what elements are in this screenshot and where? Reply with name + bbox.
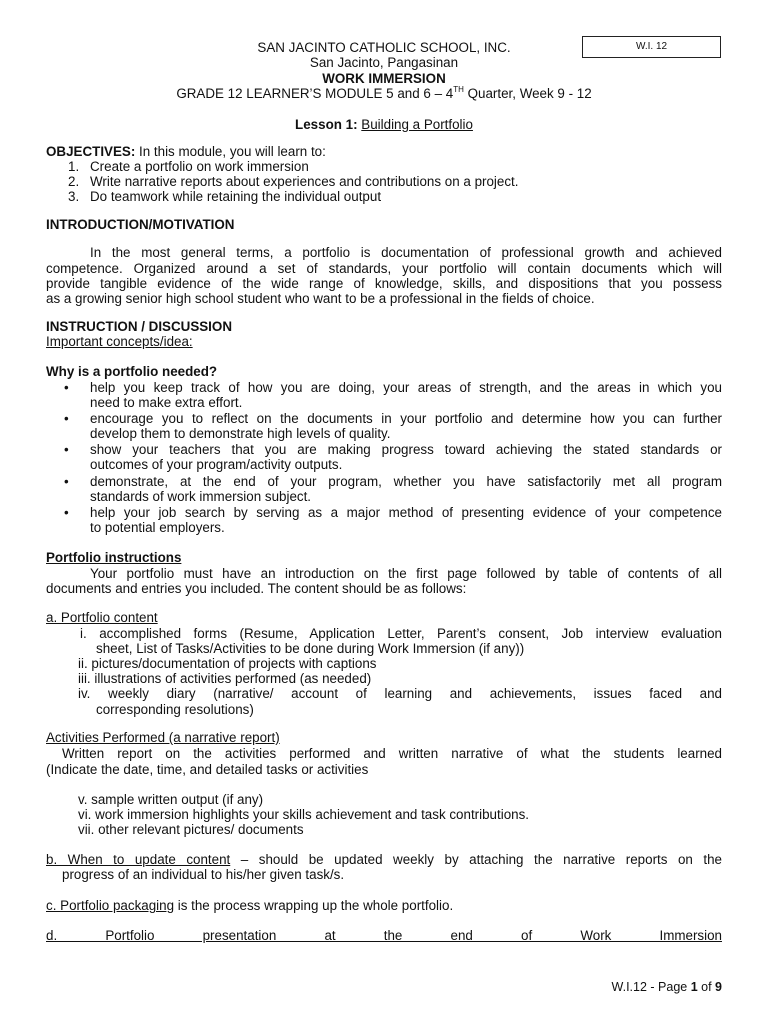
bullet-line: to potential employers. [90, 520, 225, 535]
objectives-intro [46, 144, 326, 160]
bullet-icon: • [64, 442, 69, 457]
lesson-heading [46, 117, 722, 133]
bullet-icon: • [64, 380, 69, 395]
introduction-heading: INTRODUCTION/MOTIVATION [46, 217, 235, 232]
bullet-line: help your job search by serving as a major method of presenting evidence of your competence [90, 505, 722, 520]
bullet-line: show your teachers that you are making progress toward achieving the stated standards or [90, 442, 722, 457]
objective-text: Create a portfolio on work immersion [90, 159, 309, 174]
module-title-rest: Quarter, Week 9 - 12 [463, 86, 592, 101]
activities-item-vi: vi. work immersion highlights your skills achievement and task contributions. [78, 807, 530, 822]
objectives-intro-text: In this module, you will learn to: [135, 144, 326, 159]
instructions-line: Your portfolio must have an introduction on the first page followed by table of contents of all [90, 566, 722, 581]
bullet-line: develop them to demonstrate high levels of quality. [90, 426, 391, 441]
school-name: SAN JACINTO CATHOLIC SCHOOL, INC. [257, 40, 511, 55]
introduction-line: as a growing senior high school student who want to be a professional in the fields of choice. [46, 291, 595, 306]
objective-text: Do teamwork while retaining the individual output [90, 189, 382, 204]
document-page [46, 0, 722, 1024]
instruction-heading: INSTRUCTION / DISCUSSION [46, 319, 232, 334]
objective-number: 2. [68, 174, 80, 189]
introduction-line: provide tangible evidence of the wide range of knowledge, skills, and dispositions that you possess [46, 276, 722, 291]
module-title-main: GRADE 12 LEARNER’S MODULE 5 and 6 – 4 [176, 86, 454, 101]
objectives-label: OBJECTIVES: [46, 144, 136, 159]
page-footer [612, 980, 723, 996]
instructions-line: documents and entries you included. The content should be as follows: [46, 581, 467, 596]
packaging-line [46, 898, 453, 914]
lesson-title: Building a Portfolio [361, 117, 473, 132]
activities-heading: Activities Performed (a narrative report) [46, 730, 280, 745]
presentation-line: d. Portfolio presentation at the end of Work Immersion [46, 928, 722, 943]
school-address: San Jacinto, Pangasinan [309, 55, 459, 70]
packaging-text: is the process wrapping up the whole portfolio. [174, 898, 454, 913]
content-item-i-cont: sheet, List of Tasks/Activities to be done during Work Immersion (if any)) [96, 641, 525, 656]
footer-label: W.I.12 - Page [611, 980, 691, 994]
content-item-ii: ii. pictures/documentation of projects with captions [78, 656, 377, 671]
introduction-line: competence. Organized around a set of standards, your portfolio will contain documents which will [46, 261, 722, 276]
activities-line: (Indicate the date, time, and detailed tasks or activities [46, 762, 369, 777]
update-line-cont: progress of an individual to his/her given task/s. [62, 867, 345, 882]
content-item-iv-cont: corresponding resolutions) [96, 702, 254, 717]
bullet-line: help you keep track of how you are doing, your areas of strength, and the areas in which you [90, 380, 722, 395]
subject-title: WORK IMMERSION [322, 71, 446, 86]
bullet-line: need to make extra effort. [90, 395, 243, 410]
bullet-icon: • [64, 411, 69, 426]
objective-number: 3. [68, 189, 80, 204]
introduction-line: In the most general terms, a portfolio is documentation of professional growth and achieved [90, 245, 722, 260]
objective-text: Write narrative reports about experiences and contributions on a project. [90, 174, 519, 189]
lesson-label: Lesson 1: [295, 117, 358, 132]
module-title-sup: TH [453, 84, 464, 94]
bullet-line: outcomes of your program/activity outputs. [90, 457, 343, 472]
bullet-icon: • [64, 474, 69, 489]
packaging-term: c. Portfolio packaging [46, 898, 175, 913]
footer-of: of [697, 980, 716, 994]
bullet-icon: • [64, 505, 69, 520]
concepts-subheading: Important concepts/idea: [46, 334, 193, 349]
bullet-line: encourage you to reflect on the documents in your portfolio and determine how you can further [90, 411, 722, 426]
update-term: b. When to update content [46, 852, 231, 867]
activities-item-vii: vii. other relevant pictures/ documents [78, 822, 304, 837]
footer-page-total: 9 [715, 980, 722, 994]
content-item-iii: iii. illustrations of activities performed (as needed) [78, 671, 372, 686]
activities-item-v: v. sample written output (if any) [78, 792, 264, 807]
objective-number: 1. [68, 159, 80, 174]
bullet-line: standards of work immersion subject. [90, 489, 312, 504]
portfolio-content-heading: a. Portfolio content [46, 610, 158, 625]
update-text: – should be updated weekly by attaching the narrative reports on the [230, 852, 722, 867]
bullet-line: demonstrate, at the end of your program, whether you have satisfactorily met all program [90, 474, 722, 489]
document-code-box: W.I. 12 [582, 36, 721, 58]
activities-line: Written report on the activities performed and written narrative of what the students learned [62, 746, 722, 761]
portfolio-instructions-heading: Portfolio instructions [46, 550, 182, 565]
content-item-iv: iv. weekly diary (narrative/ account of learning and achievements, issues faced and [78, 686, 722, 701]
why-heading: Why is a portfolio needed? [46, 364, 218, 379]
footer-page-number: 1 [690, 980, 698, 994]
content-item-i: i. accomplished forms (Resume, Application Letter, Parent’s consent, Job interview evaluation [80, 626, 722, 641]
update-line [46, 852, 722, 868]
module-title [46, 86, 722, 102]
